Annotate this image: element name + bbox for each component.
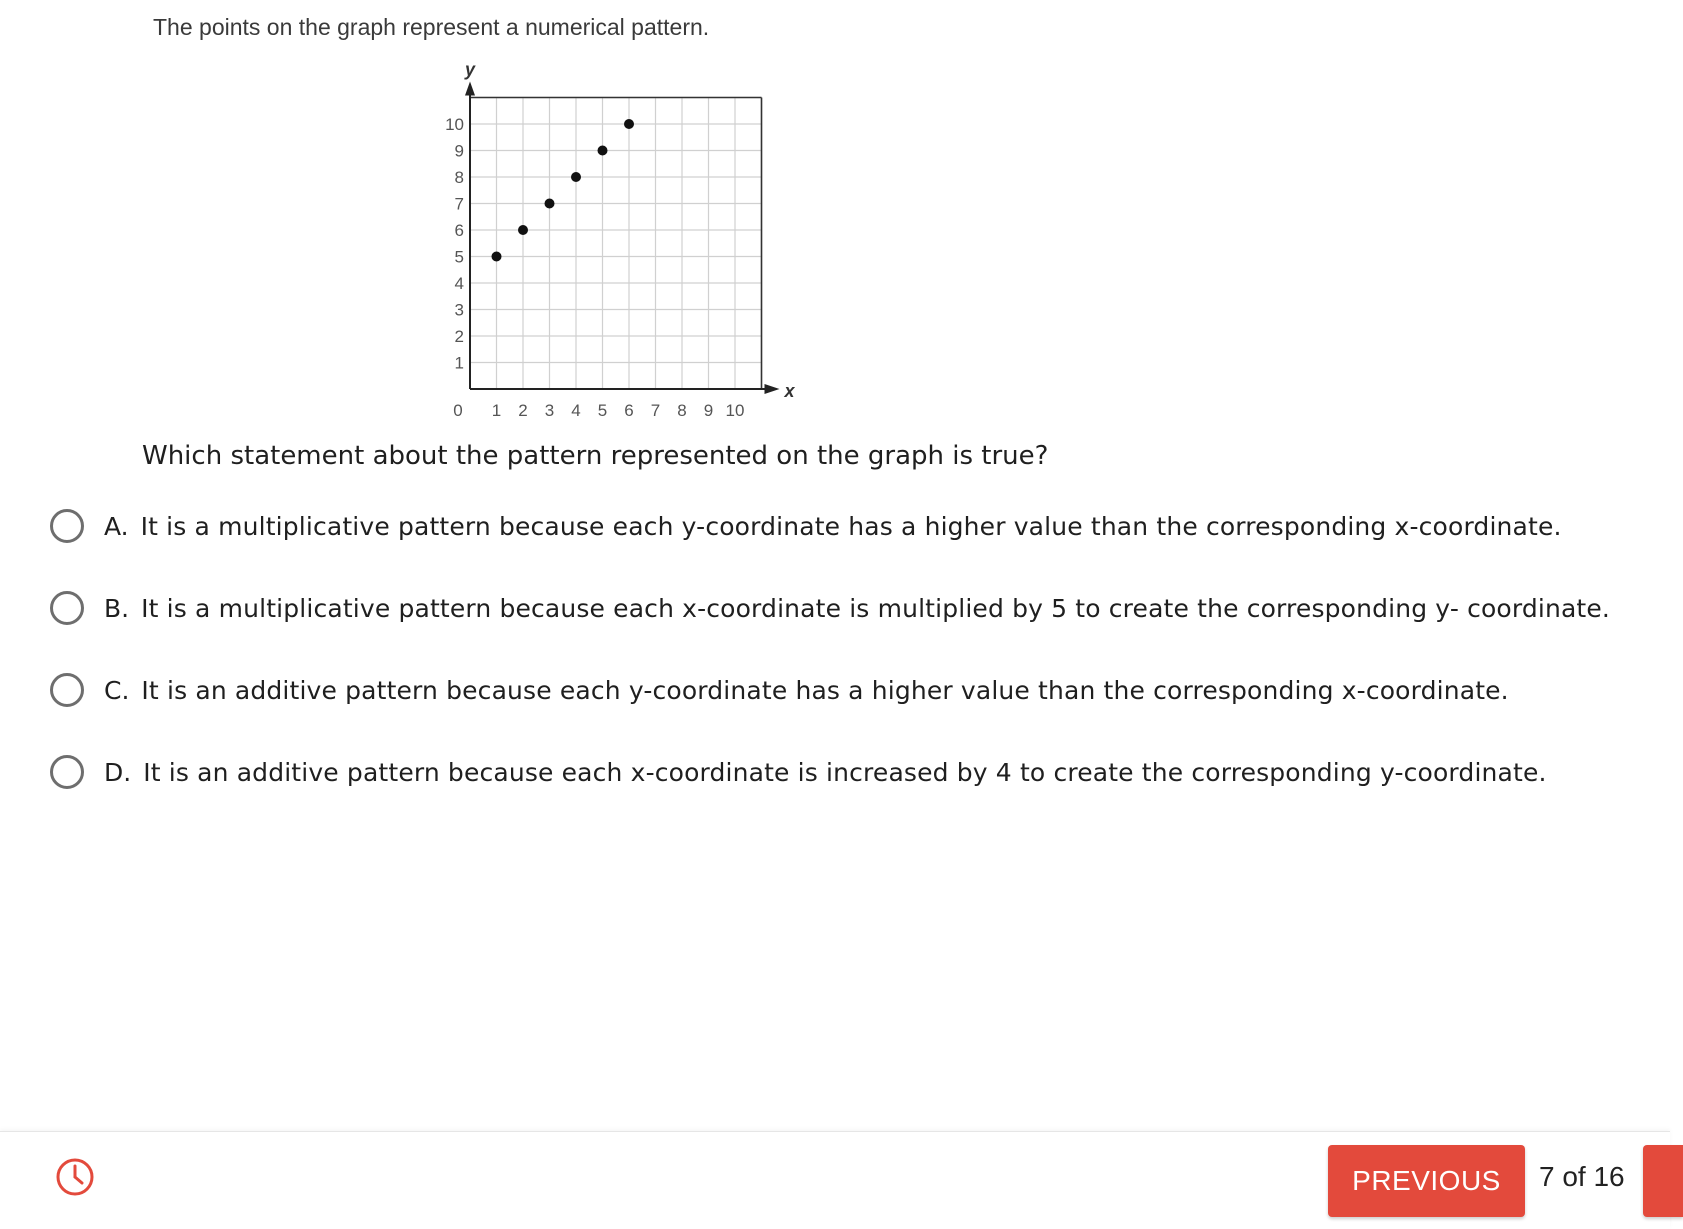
x-tick-label: 9 [703,401,714,420]
y-tick-label: 3 [454,300,464,320]
data-point [598,146,608,156]
data-point [624,119,634,129]
x-tick-label: 1 [491,401,502,420]
y-tick-label: 9 [454,141,464,161]
data-point [518,225,528,235]
radio-c[interactable] [50,673,84,707]
previous-button[interactable]: PREVIOUS [1328,1145,1525,1217]
option-b-text: It is a multiplicative pattern because each x-coordinate is multiplied by 5 to create the corresponding y- coordinate. [141,593,1611,623]
y-axis-label: y [464,59,476,80]
x-tick-label: 5 [597,401,608,420]
option-a[interactable] [50,501,1562,551]
intro-text: The points on the graph represent a numerical pattern. [153,14,710,40]
option-d-letter: D. [104,757,132,787]
y-tick-label: 7 [454,194,464,214]
origin-label: 0 [453,401,463,420]
radio-b[interactable] [50,591,84,625]
clock-icon[interactable] [55,1157,95,1197]
y-axis-arrow-icon [465,82,475,96]
y-tick-label: 4 [454,274,464,293]
option-c-text: It is an additive pattern because each y-coordinate has a higher value than the corresponding x-coordinate. [141,675,1509,705]
y-tick-label: 1 [454,353,464,373]
y-tick-label: 8 [454,168,464,187]
y-tick-label: 6 [454,221,464,240]
x-tick-label: 2 [518,401,528,420]
next-button[interactable] [1643,1145,1683,1217]
y-tick-label: 2 [454,327,464,346]
question-text: Which statement about the pattern represented on the graph is true? [142,441,1049,471]
y-tick-label: 5 [454,247,464,267]
x-tick-label: 7 [650,401,661,420]
pattern-graph [430,59,810,420]
radio-d[interactable] [50,755,84,789]
y-tick-label: 10 [445,115,464,134]
page-indicator: 7 of 16 [1539,1161,1625,1192]
data-point [545,199,555,209]
option-b-letter: B. [104,593,130,623]
option-d[interactable] [50,747,1547,797]
x-tick-label: 6 [624,401,634,420]
x-tick-label: 8 [677,401,687,420]
x-tick-label: 3 [544,401,555,420]
option-d-text: It is an additive pattern because each x-coordinate is increased by 4 to create the corresponding y-coordinate. [143,757,1547,787]
data-point [571,172,581,182]
footer-bar [0,1131,1670,1229]
x-tick-label: 10 [725,401,745,420]
data-point [492,252,502,262]
x-axis-label: x [784,381,795,401]
option-c[interactable] [50,665,1509,715]
chart-svg [430,59,810,420]
x-axis-arrow-icon [765,384,780,394]
x-tick-label: 4 [571,401,581,420]
option-a-text: It is a multiplicative pattern because each y-coordinate has a higher value than the corresponding x-coordinate. [140,511,1562,541]
option-c-letter: C. [104,675,130,705]
option-a-letter: A. [104,511,129,541]
radio-a[interactable] [50,509,84,543]
option-b[interactable] [50,583,1610,633]
